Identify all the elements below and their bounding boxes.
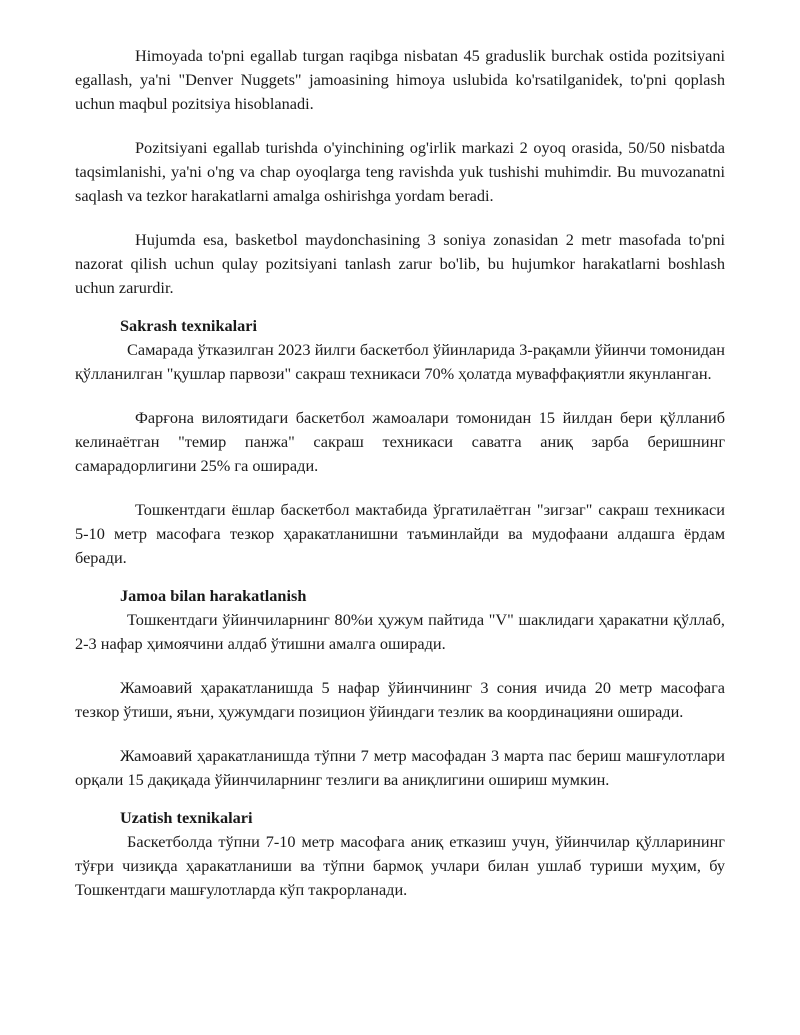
jamoa-paragraph-3: Жамоавий ҳаракатланишда тўпни 7 метр масофадан 3 марта пас бериш машғулотлари орқали 15 дақиқада ўйинчиларнинг тезлиги ва аниқлигини ошириш мумкин. xyxy=(75,746,725,789)
intro-paragraph-3: Hujumda esa, basketbol maydonchasining 3 soniya zonasidan 2 metr masofada to'pni nazorat qilish uchun qulay pozitsiyani tanlash zarur bo'lib, bu hujumkor harakatlarni boshlash uchun zarurdir. xyxy=(75,230,725,297)
intro-paragraph-1: Himoyada to'pni egallab turgan raqibga nisbatan 45 graduslik burchak ostida pozitsiyani egallash, ya'ni "Denver Nuggets" jamoasining himoya uslubida ko'rsatilganidek, to'pni qoplash uchun maqbul pozitsiya hisoblanadi. xyxy=(75,46,725,113)
sakrash-paragraph-3: Тошкентдаги ёшлар баскетбол мактабида ўргатилаётган "зигзаг" сакраш техникаси 5-10 метр масофага тезкор ҳаракатланишни таъминлайди ва мудофаани алдашга ёрдам беради. xyxy=(75,500,725,567)
jamoa-paragraph-1: Тошкентдаги ўйинчиларнинг 80%и ҳужум пайтида "V" шаклидаги ҳаракатни қўллаб, 2-3 нафар ҳимоячини алдаб ўтишни амалга оширади. xyxy=(75,610,725,653)
section-heading-sakrash: Sakrash texnikalari xyxy=(120,316,258,335)
document-page xyxy=(75,44,725,922)
section-heading-uzatish: Uzatish texnikalari xyxy=(120,808,253,827)
jamoa-paragraph-2: Жамоавий ҳаракатланишда 5 нафар ўйинчининг 3 сония ичида 20 метр масофага тезкор ўтиши, яъни, ҳужумдаги позицион ўйиндаги тезлик ва координацияни оширади. xyxy=(75,678,725,721)
section-heading-jamoa: Jamoa bilan harakatlanish xyxy=(120,586,307,605)
uzatish-paragraph-1: Баскетболда тўпни 7-10 метр масофага аниқ етказиш учун, ўйинчилар қўлларининг тўғри чизиқда ҳаракатланиши ва тўпни бармоқ учлари билан ушлаб туриши муҳим, бу Тошкентдаги машғулотларда кўп такрорланади. xyxy=(75,832,725,899)
intro-paragraph-2: Pozitsiyani egallab turishda o'yinchining og'irlik markazi 2 oyoq orasida, 50/50 nisbatda taqsimlanishi, ya'ni o'ng va chap oyoqlarga teng ravishda yuk tushishi muhimdir. Bu muvozanatni saqlash va tezkor harakatlarni amalga oshirishga yordam beradi. xyxy=(75,138,725,205)
sakrash-paragraph-1: Самарада ўтказилган 2023 йилги баскетбол ўйинларида 3-рақамли ўйинчи томонидан қўлланилган "қушлар парвози" сакраш техникаси 70% ҳолатда муваффақиятли якунланган. xyxy=(75,340,725,383)
sakrash-paragraph-2: Фарғона вилоятидаги баскетбол жамоалари томонидан 15 йилдан бери қўлланиб келинаётган "темир панжа" сакраш техникаси саватга аниқ зарба беришнинг самарадорлигини 25% га оширади. xyxy=(75,408,725,475)
